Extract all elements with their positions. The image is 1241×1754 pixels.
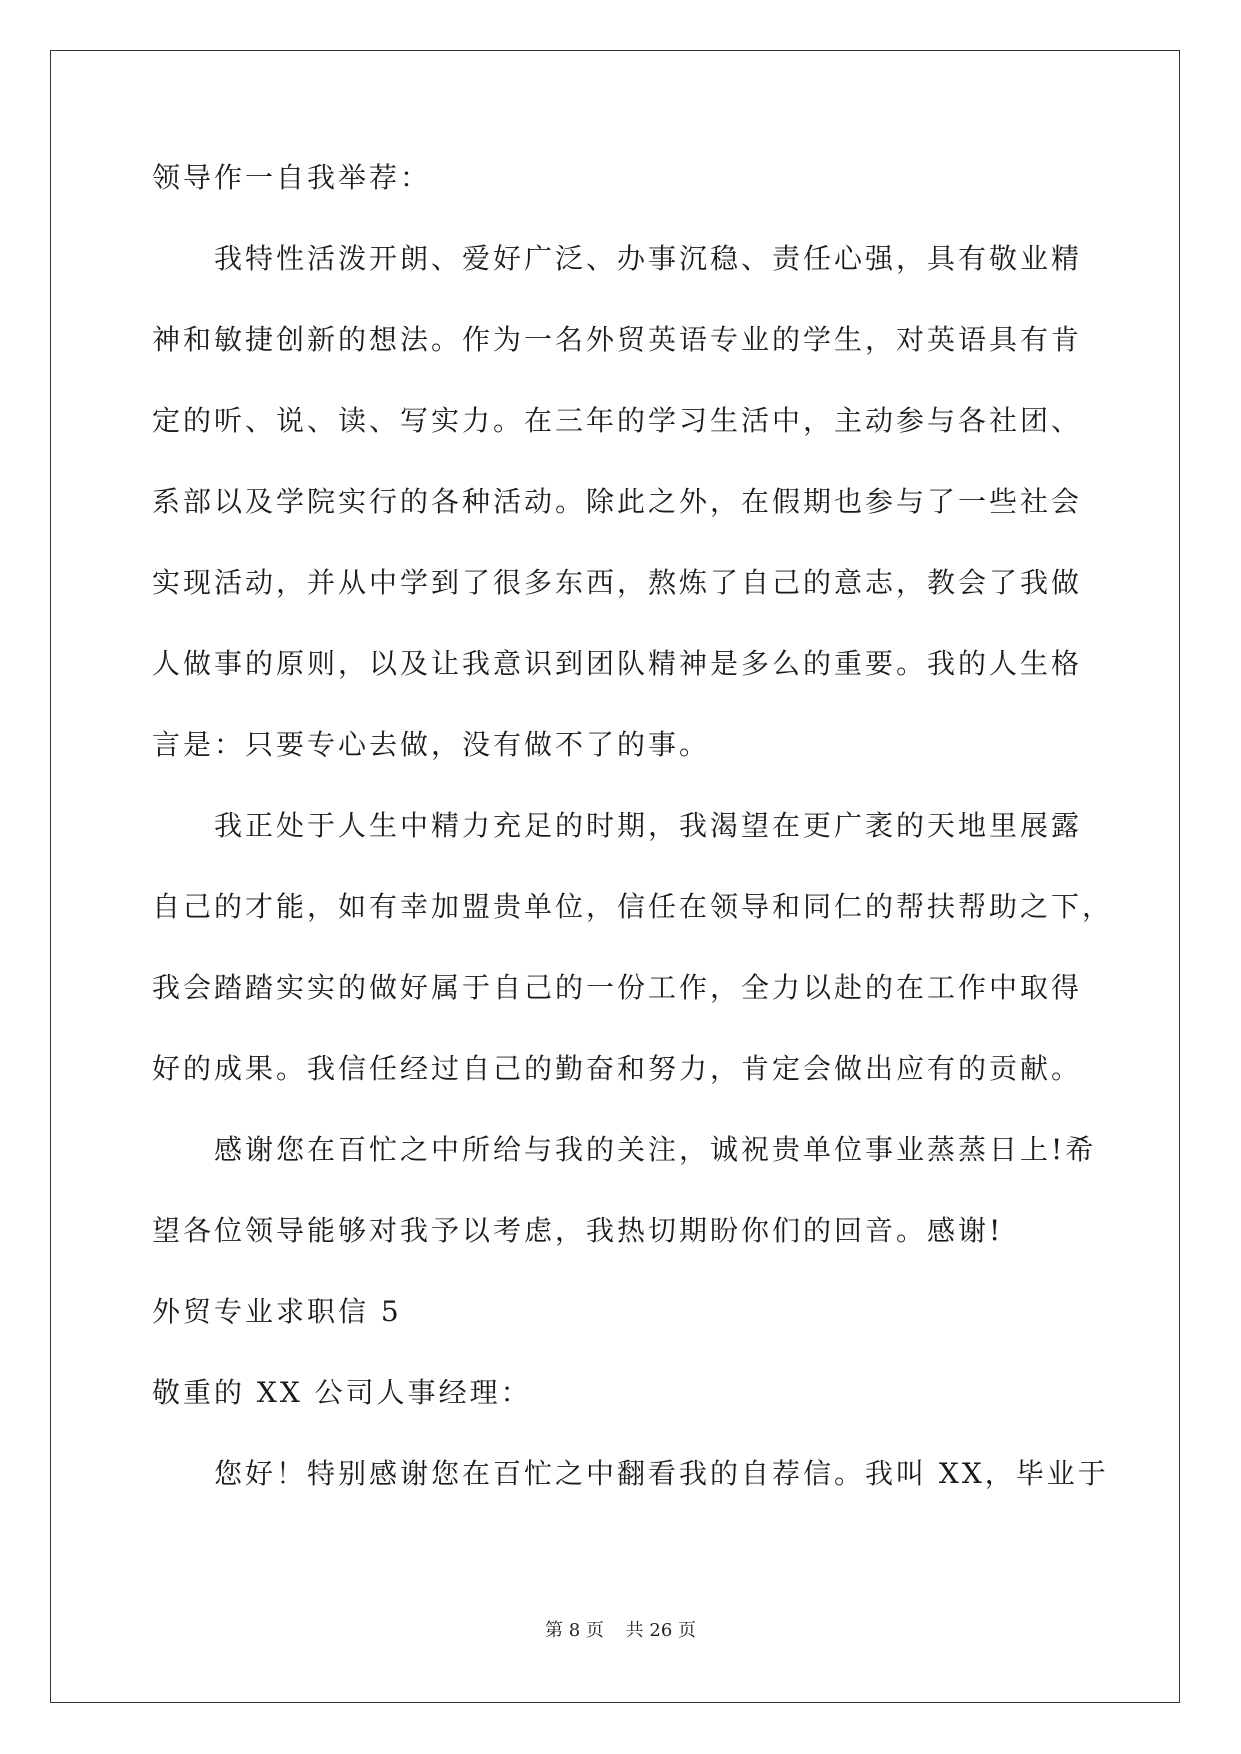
page-number-current: 第 8 页 (545, 1620, 604, 1641)
text-line: 系部以及学院实行的各种活动。除此之外，在假期也参与了一些社会 (152, 485, 1083, 518)
document-body (152, 160, 1114, 1537)
section-title: 外贸专业求职信 5 (152, 1295, 402, 1328)
text-line: 人做事的原则，以及让我意识到团队精神是多么的重要。我的人生格 (152, 647, 1083, 680)
text-line: 自己的才能，如有幸加盟贵单位，信任在领导和同仁的帮扶帮助之下， (152, 890, 1114, 923)
paragraph-start-line: 我特性活泼开朗、爱好广泛、办事沉稳、责任心强，具有敬业精 (214, 242, 1083, 275)
paragraph-start-line: 感谢您在百忙之中所给与我的关注，诚祝贵单位事业蒸蒸日上!希 (214, 1133, 1097, 1166)
page-footer (0, 1616, 1241, 1642)
text-line: 望各位领导能够对我予以考虑，我热切期盼你们的回音。感谢! (152, 1214, 1004, 1247)
paragraph-start-line: 您好！特别感谢您在百忙之中翻看我的自荐信。我叫 XX，毕业于 (214, 1457, 1109, 1490)
paragraph-start-line: 我正处于人生中精力充足的时期，我渴望在更广袤的天地里展露 (214, 809, 1083, 842)
page-number-total: 共 26 页 (625, 1620, 696, 1641)
letter-salutation: 敬重的 XX 公司人事经理： (152, 1376, 532, 1409)
text-line: 定的听、说、读、写实力。在三年的学习生活中，主动参与各社团、 (152, 404, 1083, 437)
text-line: 我会踏踏实实的做好属于自己的一份工作，全力以赴的在工作中取得 (152, 971, 1083, 1004)
text-line: 神和敏捷创新的想法。作为一名外贸英语专业的学生，对英语具有肯 (152, 323, 1083, 356)
text-line: 好的成果。我信任经过自己的勤奋和努力，肯定会做出应有的贡献。 (152, 1052, 1083, 1085)
text-line: 领导作一自我举荐： (152, 161, 432, 194)
text-line: 实现活动，并从中学到了很多东西，熬炼了自己的意志，教会了我做 (152, 566, 1083, 599)
text-line: 言是：只要专心去做，没有做不了的事。 (152, 728, 711, 761)
